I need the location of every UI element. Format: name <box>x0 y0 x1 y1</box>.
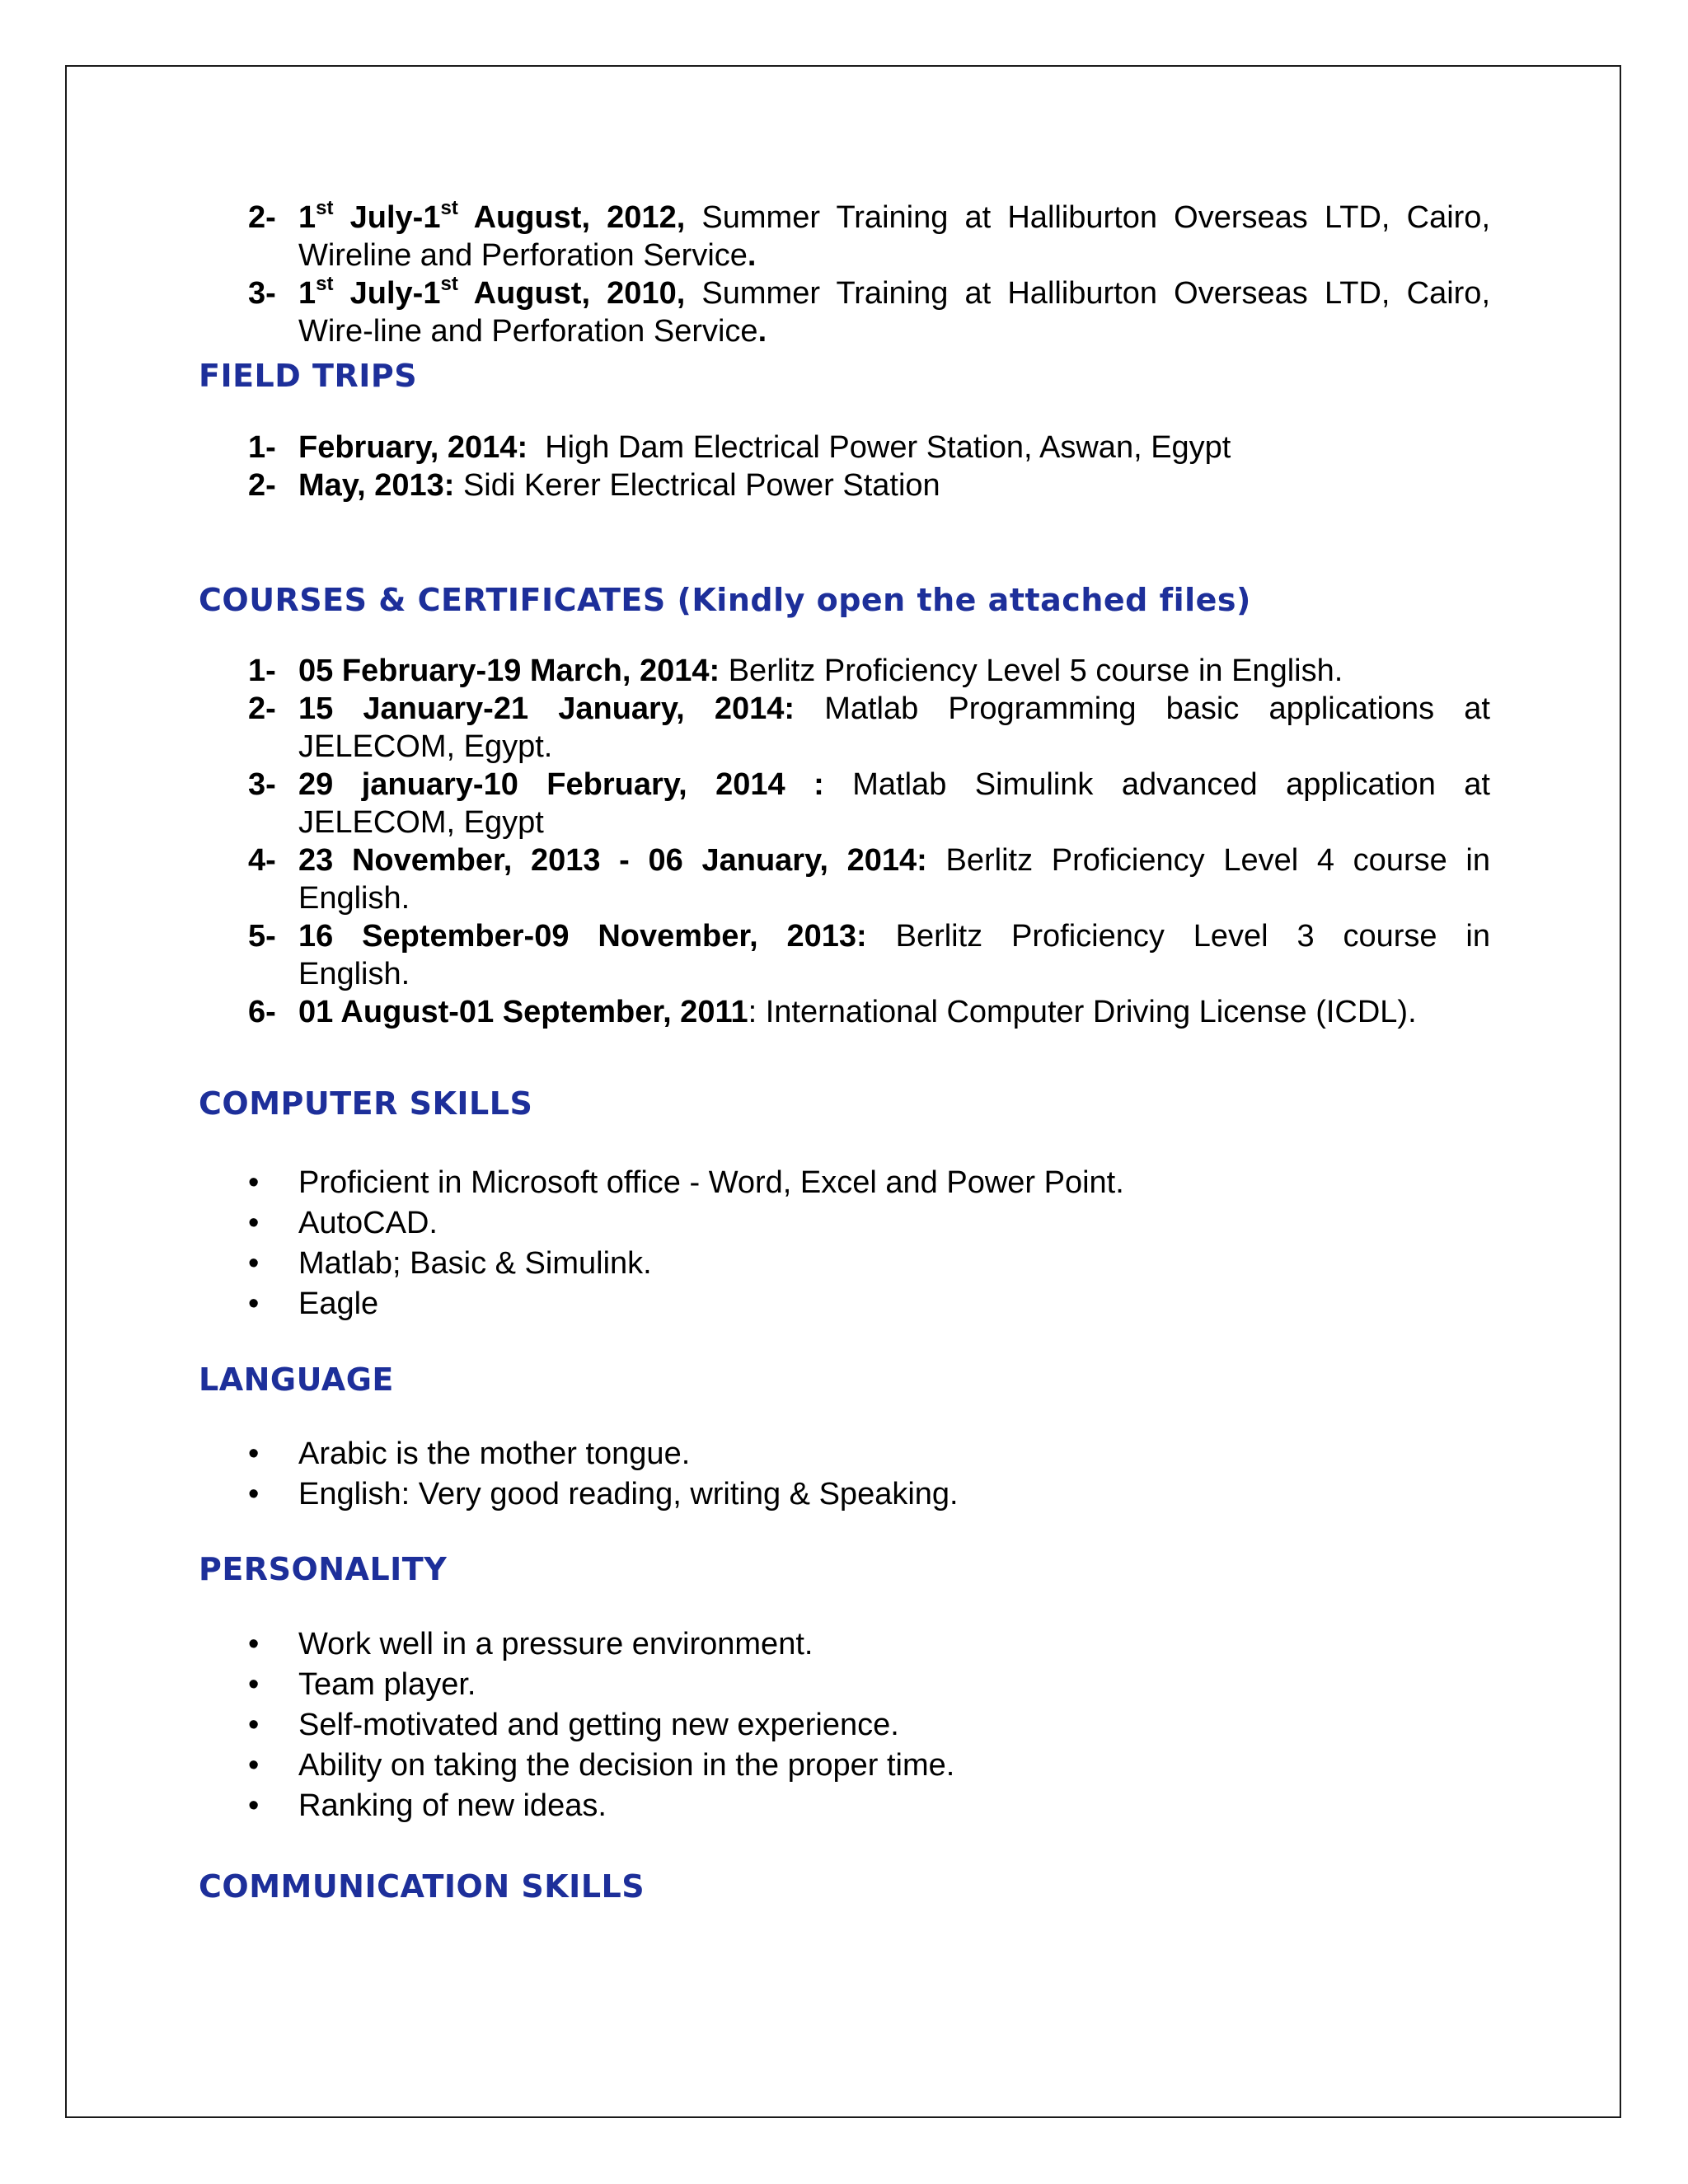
item-date: 29 january-10 February, 2014 : <box>298 767 824 802</box>
item-line: February, 2014: High Dam Electrical Power Station, Aswan, Egypt <box>298 430 1231 465</box>
item-line: May, 2013: Sidi Kerer Electrical Power Station <box>298 468 940 503</box>
item-line: JELECOM, Egypt <box>298 805 544 840</box>
item-number: 1- <box>248 430 276 465</box>
bullet-icon: • <box>248 1436 260 1471</box>
bullet-icon: • <box>248 1206 260 1240</box>
section-heading-field-trips: FIELD TRIPS <box>199 358 418 394</box>
item-number: 3- <box>248 767 276 802</box>
bullet-icon: • <box>248 1748 260 1783</box>
item-number: 1- <box>248 654 276 688</box>
item-number: 3- <box>248 276 276 311</box>
item-date: February, 2014: <box>298 430 528 465</box>
bullet-icon: • <box>248 1708 260 1742</box>
section-heading-personality: PERSONALITY <box>199 1551 448 1587</box>
item-date: 01 August-01 September, 2011 <box>298 995 748 1029</box>
item-line: Wire-line and Perforation Service. <box>298 314 767 349</box>
item-line: English. <box>298 957 410 991</box>
item-date: 15 January-21 January, 2014: <box>298 691 795 726</box>
item-number: 4- <box>248 843 276 878</box>
item-line: JELECOM, Egypt. <box>298 729 553 764</box>
item-date: 23 November, 2013 - 06 January, 2014: <box>298 843 927 878</box>
section-heading-communication: COMMUNICATION SKILLS <box>199 1868 645 1905</box>
bullet-icon: • <box>248 1477 260 1511</box>
item-line: 01 August-01 September, 2011: International Computer Driving License (ICDL). <box>298 995 1417 1029</box>
item-line: Wireline and Perforation Service. <box>298 238 757 273</box>
bullet-icon: • <box>248 1788 260 1823</box>
section-heading-computer-skills: COMPUTER SKILLS <box>199 1085 533 1122</box>
item-line: 05 February-19 March, 2014: Berlitz Proficiency Level 5 course in English. <box>298 654 1343 688</box>
bullet-icon: • <box>248 1667 260 1702</box>
bullet-icon: • <box>248 1627 260 1661</box>
item-line: 23 November, 2013 - 06 January, 2014: Berlitz Proficiency Level 4 course in <box>298 843 1490 878</box>
bullet-icon: • <box>248 1165 260 1200</box>
item-date: 05 February-19 March, 2014: <box>298 654 720 688</box>
item-line: 16 September-09 November, 2013: Berlitz Proficiency Level 3 course in <box>298 919 1490 954</box>
item-number: 5- <box>248 919 276 954</box>
item-line: English. <box>298 881 410 916</box>
item-number: 2- <box>248 468 276 503</box>
item-line: 15 January-21 January, 2014: Matlab Programming basic applications at <box>298 691 1490 726</box>
item-number: 2- <box>248 691 276 726</box>
section-heading-courses: COURSES & CERTIFICATES (Kindly open the attached files) <box>199 582 1251 618</box>
bullet-icon: • <box>248 1286 260 1321</box>
item-line: 29 january-10 February, 2014 : Matlab Simulink advanced application at <box>298 767 1490 802</box>
item-date: May, 2013: <box>298 468 455 503</box>
item-date: 1st July-1st August, 2012, <box>298 197 686 235</box>
item-line: 1st July-1st August, 2012, Summer Training at Halliburton Overseas LTD, Cairo, <box>298 197 1491 235</box>
item-number: 6- <box>248 995 276 1029</box>
section-heading-language: LANGUAGE <box>199 1361 394 1398</box>
item-number: 2- <box>248 200 276 235</box>
item-line: 1st July-1st August, 2010, Summer Training at Halliburton Overseas LTD, Cairo, <box>298 273 1491 311</box>
item-date: 1st July-1st August, 2010, <box>298 273 686 311</box>
item-date: 16 September-09 November, 2013: <box>298 919 867 954</box>
bullet-icon: • <box>248 1246 260 1281</box>
